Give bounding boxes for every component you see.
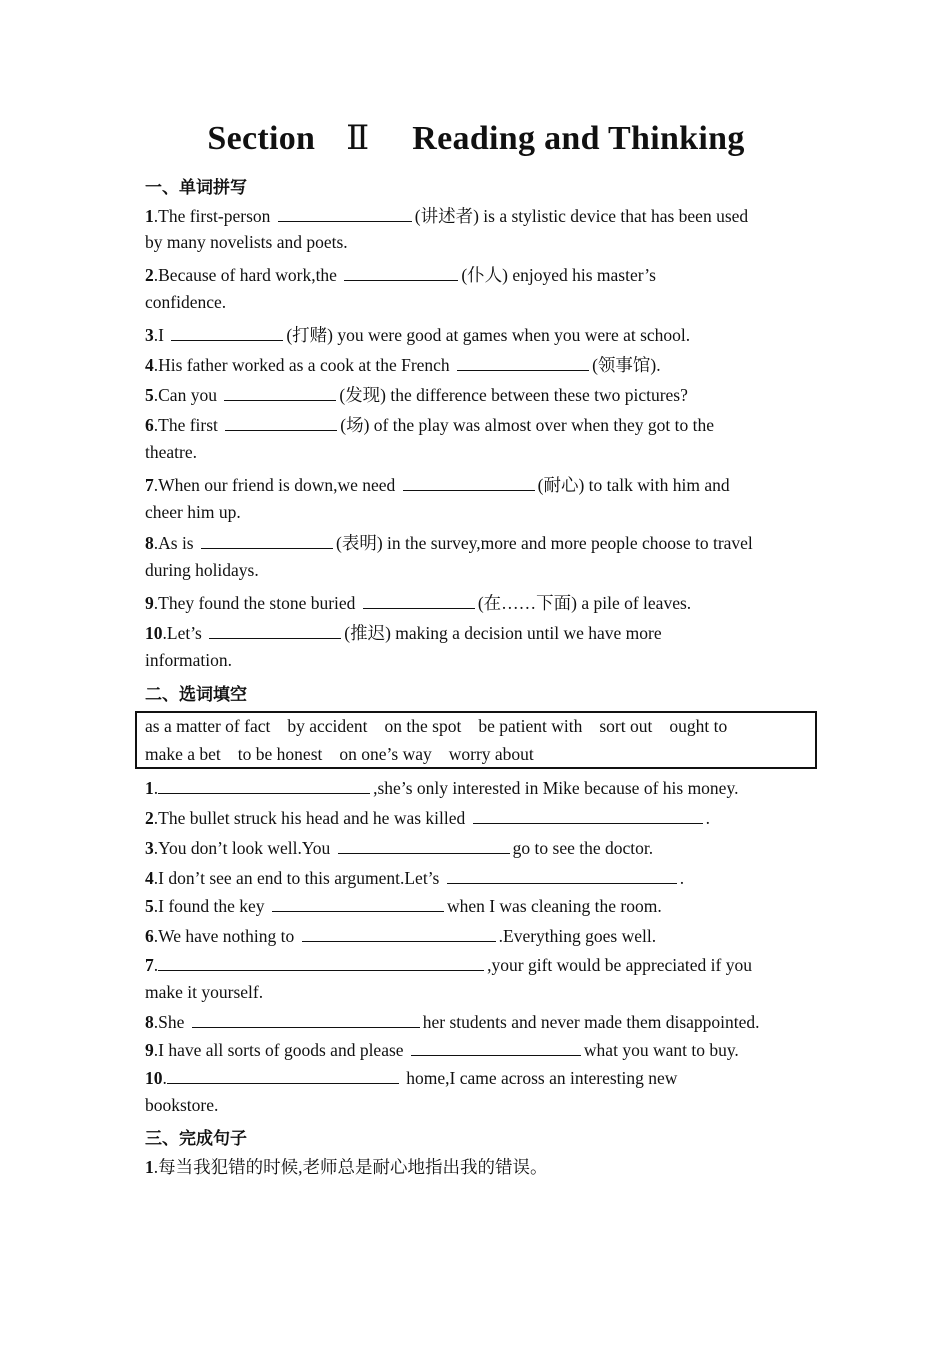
word-bank-row-1 xyxy=(145,716,744,737)
p1-item-3 xyxy=(145,322,825,347)
item-text: .When our friend is down,we need xyxy=(153,475,396,495)
item-text-after: her students and never made them disappointed. xyxy=(422,1012,760,1032)
item-hint: (场) of the play was almost over when they got to the xyxy=(340,415,715,435)
item-text: .They found the stone buried xyxy=(153,593,356,613)
answer-blank[interactable] xyxy=(167,1067,399,1084)
item-number: 8 xyxy=(145,1012,154,1032)
word-bank-phrase: be patient with xyxy=(478,716,583,736)
item-number: 1 xyxy=(145,206,154,226)
answer-blank[interactable] xyxy=(209,622,341,639)
answer-blank[interactable] xyxy=(224,384,336,401)
title-section: Section xyxy=(207,120,316,157)
item-text: .We have nothing to xyxy=(153,926,295,946)
item-hint: (领事馆). xyxy=(592,355,661,375)
answer-blank[interactable] xyxy=(403,474,535,491)
answer-blank[interactable] xyxy=(363,592,475,609)
item-hint: (打赌) you were good at games when you were at school. xyxy=(286,325,691,345)
answer-blank[interactable] xyxy=(158,954,484,971)
answer-blank[interactable] xyxy=(457,354,589,371)
item-text: .His father worked as a cook at the French xyxy=(153,355,450,375)
answer-blank[interactable] xyxy=(171,324,283,341)
p2-item-7 xyxy=(145,954,825,976)
item-text-after: .Everything goes well. xyxy=(498,926,657,946)
word-bank-box xyxy=(135,711,817,769)
item-text-after: home,I came across an interesting new xyxy=(406,1068,678,1088)
item-number: 1 xyxy=(145,1157,154,1177)
p1-item-1 xyxy=(145,203,825,228)
item-number: 5 xyxy=(145,896,154,916)
answer-blank[interactable] xyxy=(302,925,496,942)
p1-item-8 xyxy=(145,530,825,555)
p1-item-5 xyxy=(145,382,825,407)
item-hint: (耐心) to talk with him and xyxy=(537,475,730,495)
item-text: .The first xyxy=(153,415,218,435)
item-text: .I found the key xyxy=(153,896,265,916)
p1-item-8-cont: during holidays. xyxy=(145,560,259,580)
item-text: .You don’t look well.You xyxy=(153,838,331,858)
item-text: .As is xyxy=(153,533,194,553)
item-text: . xyxy=(162,1068,167,1088)
part3-heading: 三、完成句子 xyxy=(145,1129,247,1149)
answer-blank[interactable] xyxy=(411,1039,581,1056)
p1-item-9 xyxy=(145,590,825,615)
item-text: .She xyxy=(153,1012,185,1032)
item-number: 7 xyxy=(145,955,154,975)
answer-blank[interactable] xyxy=(338,837,510,854)
p1-item-2-cont: confidence. xyxy=(145,292,227,312)
word-bank-phrase: on the spot xyxy=(384,716,462,736)
item-number: 2 xyxy=(145,265,154,285)
item-text: .Because of hard work,the xyxy=(153,265,337,285)
item-number: 8 xyxy=(145,533,154,553)
item-text: .I xyxy=(153,325,164,345)
item-number: 2 xyxy=(145,808,154,828)
item-number: 10 xyxy=(145,623,163,643)
p3-item-1 xyxy=(145,1154,825,1179)
item-number: 9 xyxy=(145,593,154,613)
item-text-after: . xyxy=(705,808,711,828)
word-bank-row-2 xyxy=(145,744,551,765)
word-bank-phrase: on one’s way xyxy=(339,744,432,764)
item-text-after: when I was cleaning the room. xyxy=(446,896,662,916)
p1-item-6 xyxy=(145,412,825,437)
p2-item-3 xyxy=(145,837,825,859)
item-hint: (发现) the difference between these two pictures? xyxy=(339,385,688,405)
item-number: 4 xyxy=(145,868,154,888)
p1-item-10-cont: information. xyxy=(145,650,232,670)
p2-item-8 xyxy=(145,1011,825,1033)
item-number: 9 xyxy=(145,1040,154,1060)
word-bank-phrase: sort out xyxy=(599,716,653,736)
word-bank-phrase: by accident xyxy=(287,716,368,736)
title-text: Reading and Thinking xyxy=(412,120,745,157)
part1-heading: 一、单词拼写 xyxy=(145,178,247,198)
answer-blank[interactable] xyxy=(278,205,412,222)
p2-item-5 xyxy=(145,895,825,917)
word-bank-phrase: make a bet xyxy=(145,744,221,764)
p1-item-6-cont: theatre. xyxy=(145,442,197,462)
item-text: . xyxy=(153,778,159,798)
word-bank-phrase: worry about xyxy=(448,744,534,764)
answer-blank[interactable] xyxy=(272,895,444,912)
p2-item-10-cont: bookstore. xyxy=(145,1095,219,1115)
item-text: . xyxy=(153,955,159,975)
item-number: 7 xyxy=(145,475,154,495)
part2-heading: 二、选词填空 xyxy=(145,685,247,705)
item-text: .I have all sorts of goods and please xyxy=(153,1040,404,1060)
p2-item-2 xyxy=(145,807,825,829)
item-text-after: ,she’s only interested in Mike because of his money. xyxy=(373,778,739,798)
word-bank-phrase: as a matter of fact xyxy=(145,716,271,736)
item-text-after: go to see the doctor. xyxy=(512,838,654,858)
answer-blank[interactable] xyxy=(158,777,370,794)
item-text: .I don’t see an end to this argument.Let’s xyxy=(153,868,440,888)
answer-blank[interactable] xyxy=(344,264,458,281)
item-number: 4 xyxy=(145,355,154,375)
p2-item-7-cont: make it yourself. xyxy=(145,982,264,1002)
title-roman: Ⅱ xyxy=(346,120,370,157)
item-text-after: . xyxy=(679,868,685,888)
answer-blank[interactable] xyxy=(201,532,333,549)
p1-item-4 xyxy=(145,352,825,377)
p1-item-1-cont: by many novelists and poets. xyxy=(145,232,348,252)
p2-item-6 xyxy=(145,925,825,947)
item-hint: (表明) in the survey,more and more people choose to travel xyxy=(336,533,753,553)
item-hint: (在……下面) a pile of leaves. xyxy=(477,593,692,613)
item-text-after: what you want to buy. xyxy=(583,1040,739,1060)
p1-item-7 xyxy=(145,472,825,497)
item-number: 3 xyxy=(145,838,154,858)
item-text: .每当我犯错的时候,老师总是耐心地指出我的错误。 xyxy=(153,1157,548,1177)
item-number: 5 xyxy=(145,385,154,405)
p2-item-4 xyxy=(145,867,825,889)
answer-blank[interactable] xyxy=(473,807,703,824)
item-hint: (讲述者) is a stylistic device that has been used xyxy=(414,206,749,226)
p2-item-10 xyxy=(145,1067,825,1089)
item-hint: (推迟) making a decision until we have more xyxy=(344,623,662,643)
p1-item-2 xyxy=(145,262,825,287)
item-text: .Let’s xyxy=(162,623,202,643)
item-hint: (仆人) enjoyed his master’s xyxy=(461,265,656,285)
item-text: .The bullet struck his head and he was killed xyxy=(153,808,466,828)
item-number: 10 xyxy=(145,1068,163,1088)
page-title xyxy=(0,118,952,158)
answer-blank[interactable] xyxy=(192,1011,420,1028)
answer-blank[interactable] xyxy=(225,414,337,431)
p2-item-1 xyxy=(145,777,825,799)
item-text: .Can you xyxy=(153,385,217,405)
item-text-after: ,your gift would be appreciated if you xyxy=(487,955,752,975)
item-number: 3 xyxy=(145,325,154,345)
answer-blank[interactable] xyxy=(447,867,677,884)
word-bank-phrase: ought to xyxy=(669,716,728,736)
word-bank-phrase: to be honest xyxy=(237,744,323,764)
p1-item-7-cont: cheer him up. xyxy=(145,502,241,522)
item-text: .The first-person xyxy=(153,206,271,226)
item-number: 6 xyxy=(145,926,154,946)
p2-item-9 xyxy=(145,1039,825,1061)
item-number: 1 xyxy=(145,778,154,798)
item-number: 6 xyxy=(145,415,154,435)
p1-item-10 xyxy=(145,620,825,645)
